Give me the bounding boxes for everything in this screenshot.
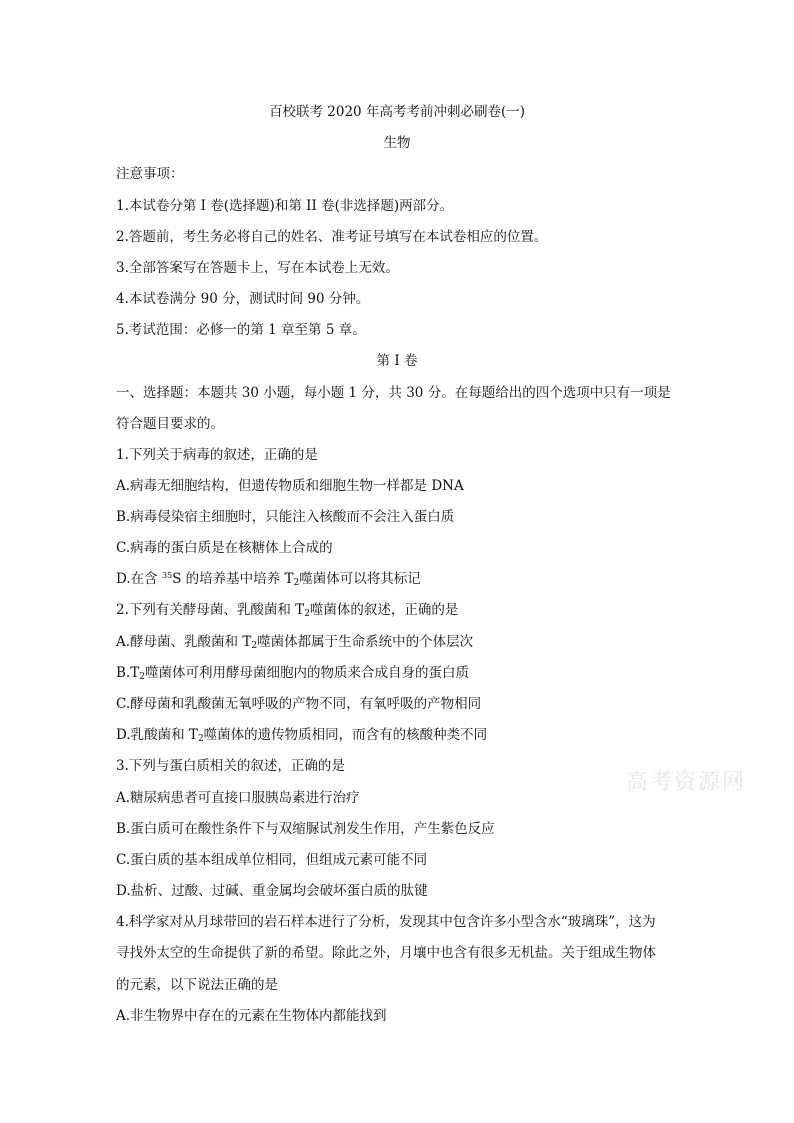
question-stem: 4.科学家对从月球带回的岩石样本进行了分析，发现其中包含许多小型含水“玻璃珠”，这为 <box>116 914 656 930</box>
note-item: 2.答题前，考生务必将自己的姓名、准考证号填写在本试卷相应的位置。 <box>116 229 548 245</box>
section-title: 第 I 卷 <box>376 353 418 369</box>
note-item: 4.本试卷满分 90 分，测试时间 90 分钟。 <box>116 291 370 307</box>
option-a <box>116 633 473 651</box>
option-text: 噬菌体的遗传物质相同，而含有的核酸种类不同 <box>203 727 488 743</box>
question-stem: 的元素，以下说法正确的是 <box>116 977 278 993</box>
subscript: 2 <box>139 672 145 682</box>
option-c: C.蛋白质的基本组成单位相同，但组成元素可能不同 <box>116 852 428 868</box>
section-intro: 一、选择题：本题共 30 小题，每小题 1 分，共 30 分。在每题给出的四个选项中只有一项是 <box>116 385 671 401</box>
option-a: A.病毒无细胞结构，但遗传物质和细胞生物一样都是 DNA <box>116 478 464 494</box>
option-a: A.非生物界中存在的元素在生物体内都能找到 <box>116 1008 387 1024</box>
option-text: 噬菌体可以将其标记 <box>299 571 421 587</box>
option-c: C.病毒的蛋白质是在核糖体上合成的 <box>116 540 333 556</box>
question-stem: 寻找外太空的生命提供了新的希望。除此之外，月壤中也含有很多无机盐。关于组成生物体 <box>116 945 656 961</box>
note-item: 3.全部答案写在答题卡上，写在本试卷上无效。 <box>116 260 399 276</box>
subscript: 2 <box>304 609 310 619</box>
subscript: 2 <box>251 641 258 651</box>
stem-text: 2.下列有关酵母菌、乳酸菌和 T <box>116 602 305 618</box>
stem-text: 噬菌体的叙述，正确的是 <box>309 602 459 618</box>
option-text: A.酵母菌、乳酸菌和 T <box>116 634 252 650</box>
option-d <box>116 570 421 588</box>
option-d <box>116 726 487 744</box>
question-stem: 1.下列关于病毒的叙述，正确的是 <box>116 447 318 463</box>
question-stem: 3.下列与蛋白质相关的叙述，正确的是 <box>116 758 345 774</box>
option-a: A.糖尿病患者可直接口服胰岛素进行治疗 <box>116 790 360 806</box>
subject-title: 生物 <box>383 135 411 151</box>
question-stem <box>116 601 458 619</box>
option-b <box>116 664 469 682</box>
superscript: 35 <box>161 571 173 580</box>
option-text: 噬菌体都属于生命系统中的个体层次 <box>257 634 474 650</box>
option-text: D.在含 <box>116 571 162 587</box>
option-d: D.盐析、过酸、过碱、重金属均会破坏蛋白质的肽键 <box>116 883 428 899</box>
watermark: 高考资源网 <box>626 770 747 795</box>
option-text: B.T <box>116 665 140 681</box>
notes-heading: 注意事项： <box>116 166 184 182</box>
exam-title: 百校联考 2020 年高考考前冲刺必刷卷(一) <box>269 104 525 120</box>
option-b: B.病毒侵染宿主细胞时，只能注入核酸而不会注入蛋白质 <box>116 509 455 525</box>
subscript: 2 <box>197 734 204 744</box>
option-b: B.蛋白质可在酸性条件下与双缩脲试剂发生作用，产生紫色反应 <box>116 821 495 837</box>
option-c: C.酵母菌和乳酸菌无氧呼吸的产物不同，有氧呼吸的产物相同 <box>116 696 482 712</box>
section-intro: 符合题目要求的。 <box>116 416 224 432</box>
option-text: S 的培养基中培养 T <box>172 571 294 587</box>
note-item: 1.本试卷分第 I 卷(选择题)和第 II 卷(非选择题)两部分。 <box>116 198 454 214</box>
subscript: 2 <box>293 578 300 588</box>
option-text: D.乳酸菌和 T <box>116 727 198 743</box>
option-text: 噬菌体可利用酵母菌细胞内的物质来合成自身的蛋白质 <box>144 665 469 681</box>
note-item: 5.考试范围：必修一的第 1 章至第 5 章。 <box>116 322 366 338</box>
